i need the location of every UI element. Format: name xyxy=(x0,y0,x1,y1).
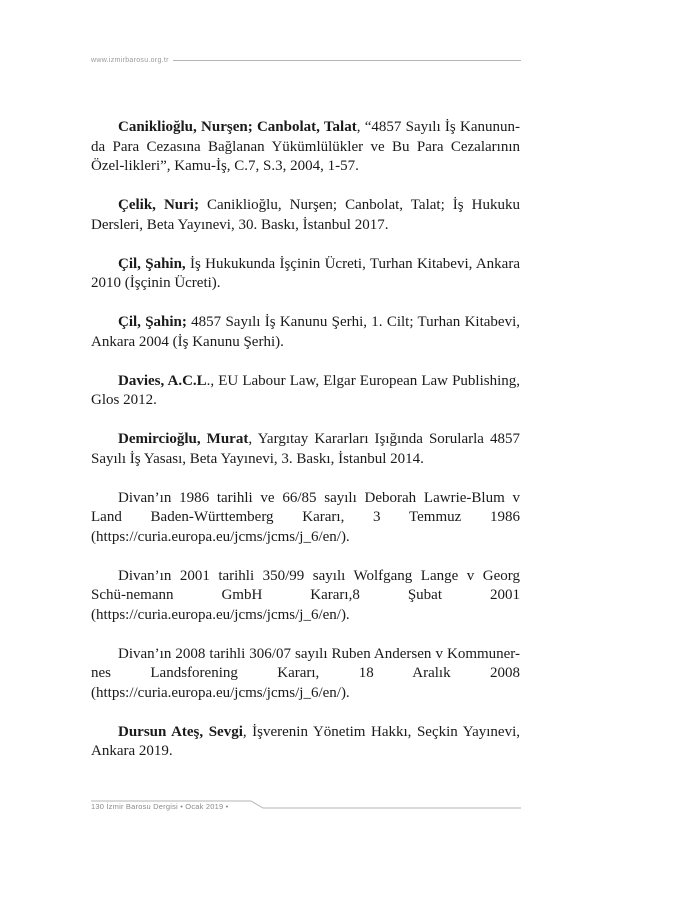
bibliography-entry xyxy=(91,723,520,762)
bibliography-entry xyxy=(91,372,520,411)
bibliography-entry xyxy=(91,196,520,235)
page-footer xyxy=(91,800,521,814)
entry-details: , “4857 Sayılı İş Kanunun-da Para Cezasına Bağlanan Yükümlülükler ve Bu Para Cezalarının Özel-likleri”, Kamu-İş, C.7, S.3, 2004, 1-57. xyxy=(91,119,520,174)
bibliography-entry xyxy=(91,489,520,548)
entry-details: 4857 Sayılı İş Kanunu Şerhi, 1. Cilt; Turhan Kitabevi, Ankara 2004 (İş Kanunu Şerhi). xyxy=(91,314,520,350)
entry-details: Caniklioğlu, Nurşen; Canbolat, Talat; İş Hukuku Dersleri, Beta Yayınevi, 30. Baskı, İstanbul 2017. xyxy=(91,197,520,233)
entry-author: Davies, A.C.L xyxy=(118,372,207,389)
entry-details: Divan’ın 2008 tarihli 306/07 sayılı Ruben Andersen v Kommuner-nes Landsforening Kararı, 18 Aralık 2008 (https://curia.europa.eu/jcms/jcms/j_6/en/). xyxy=(91,645,520,701)
entry-author: Çelik, Nuri; xyxy=(118,197,199,213)
entry-author: Demircioğlu, Murat xyxy=(118,431,249,447)
entry-author: Dursun Ateş, Sevgi xyxy=(118,723,243,740)
bibliography-entry xyxy=(91,118,520,177)
entry-details: , İşverenin Yönetim Hakkı, Seçkin Yayınevi, Ankara 2019. xyxy=(91,723,520,759)
bibliography-entry xyxy=(91,567,520,626)
entry-author: Caniklioğlu, Nurşen; Canbolat, Talat xyxy=(118,119,357,135)
entry-details: Divan’ın 1986 tarihli ve 66/85 sayılı Deborah Lawrie-Blum v Land Baden-Württemberg Kararı, 3 Temmuz 1986 (https://curia.europa.eu/jcms/jcms/j_6/en/). xyxy=(91,489,520,545)
page-header xyxy=(91,53,521,67)
bibliography-entry xyxy=(91,430,520,469)
entry-author: Çil, Şahin, xyxy=(118,255,186,272)
entry-details: Divan’ın 2001 tarihli 350/99 sayılı Wolfgang Lange v Georg Schü-nemann GmbH Kararı,8 Şubat 2001 (https://curia.europa.eu/jcms/jcms/j_6/en/). xyxy=(91,567,520,623)
bibliography-entry xyxy=(91,313,520,352)
header-url: www.izmirbarosu.org.tr xyxy=(91,56,169,64)
entry-details: ., EU Labour Law, Elgar European Law Publishing, Glos 2012. xyxy=(91,372,520,408)
bibliography xyxy=(91,118,520,781)
footer-text: 130 İzmir Barosu Dergisi • Ocak 2019 • xyxy=(91,802,229,811)
header-rule xyxy=(173,60,521,61)
entry-author: Çil, Şahin; xyxy=(118,314,187,330)
entry-details: , Yargıtay Kararları Işığında Sorularla 4857 Sayılı İş Yasası, Beta Yayınevi, 3. Baskı, İstanbul 2014. xyxy=(91,431,520,467)
entry-details: İş Hukukunda İşçinin Ücreti, Turhan Kitabevi, Ankara 2010 (İşçinin Ücreti). xyxy=(91,255,520,291)
bibliography-entry xyxy=(91,255,520,294)
bibliography-entry xyxy=(91,645,520,704)
